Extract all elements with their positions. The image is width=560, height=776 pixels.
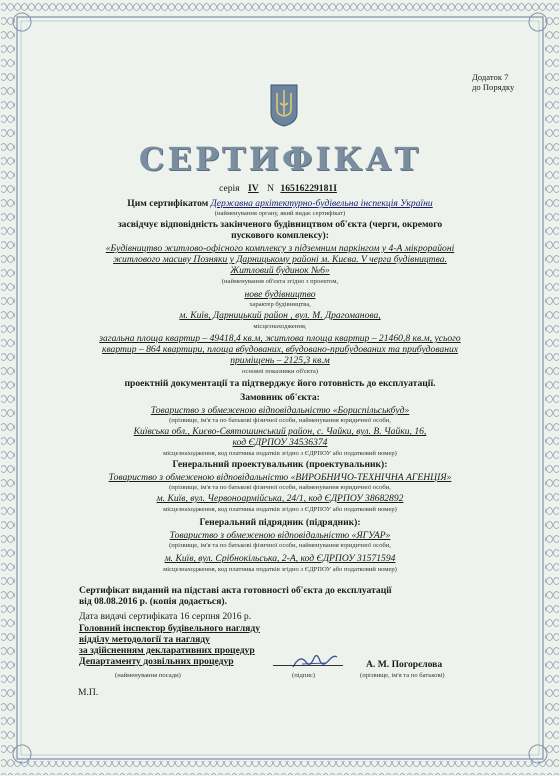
contractor-name: Товариство з обмеженою відповідальністю «ЯГУАР» <box>169 530 391 541</box>
indicators-caption: основні показники об'єкта) <box>241 368 319 375</box>
object-caption: (найменування об'єкта згідно з проектом, <box>221 278 339 285</box>
construction-type: нове будівництво <box>244 289 316 300</box>
location-caption: місцезнаходження, <box>253 323 307 330</box>
signer-caption: (прізвище, ім'я та по батькові) <box>360 672 445 679</box>
trident-coat-of-arms-icon <box>269 83 299 127</box>
series-number-line: серія IV N 16516229181I <box>0 183 560 194</box>
designer-address: м. Київ, вул. Червоноармійська, 24/1, код ЄДРПОУ 38682892 <box>156 493 404 504</box>
main-indicators: загальна площа квартир – 49418,4 кв.м, житлова площа квартир – 21460,8 кв.м, усього квартир – 864 квартири, площа вбудованих, вбудовано-прибудованих та прибудованих приміщень – 2125,3 кв.м <box>99 333 461 366</box>
series-value: IV <box>248 183 259 194</box>
object-name: «Будівництво житлово-офісного комплексу з підземним паркінгом у 4-А мікрорайоні житлового масиву Позняки у Дарницькому районі м. Києва. V черга будівництва. Житловий будинок №6» <box>105 243 455 276</box>
signer-name: А. М. Погорєлова <box>366 659 443 670</box>
basis-text: Сертифікат виданий на підставі акта готовності об'єкта до експлуатації від 08.08.2016 р. (копія додається). <box>79 585 392 607</box>
contractor-address: м. Київ, вул. Срібнокільська, 2-А, код ЄДРПОУ 31571594 <box>164 553 396 564</box>
stamp-place: М.П. <box>78 687 99 698</box>
handwritten-signature <box>290 650 340 672</box>
designer-name: Товариство з обмеженою відповідальністю «ВИРОБНИЧО-ТЕХНІЧНА АГЕНЦІЯ» <box>108 472 452 483</box>
customer-address: Київська обл., Києво-Святошинський район, с. Чайки, вул. В. Чайки, 16, код ЄДРПОУ 34536374 <box>133 426 427 448</box>
issuer-caption: (найменування органу, який видає сертифікат) <box>214 210 346 217</box>
contractor-caption-2: місцезнаходження, код платника податків згідно з ЄДРПОУ або податковий номер) <box>163 566 397 573</box>
annex-label: Додаток 7 до Порядку <box>472 72 515 92</box>
signature-caption: (підпис) <box>292 672 316 679</box>
position-caption: (найменування посади) <box>115 672 181 679</box>
contractor-heading: Генеральний підрядник (підрядник): <box>199 517 361 528</box>
signature-line <box>273 665 343 666</box>
issue-date: Дата видачі сертифіката 16 серпня 2016 р. <box>79 611 252 622</box>
customer-name: Товариство з обмеженою відповідальністю «Бориспільськбуд» <box>150 405 410 416</box>
object-location: м. Київ, Дарницький район , вул. М. Драгоманова, <box>179 310 381 321</box>
construction-caption: характер будівництва, <box>249 301 311 308</box>
customer-caption-1: (прізвище, ім'я та по батькові фізичної особи, найменування юридичної особи, <box>169 417 391 424</box>
contractor-caption-1: (прізвище, ім'я та по батькові фізичної особи, найменування юридичної особи, <box>169 542 391 549</box>
designer-heading: Генеральний проектувальник (проектувальник): <box>172 459 388 470</box>
issuer-name: Державна архітектурно-будівельна інспекція України <box>210 198 433 209</box>
conformity-statement: проектній документації та підтверджує його готовність до експлуатації. <box>124 378 436 389</box>
designer-caption-1: (прізвище, ім'я та по батькові фізичної особи, найменування юридичної особи, <box>169 484 391 491</box>
certificate-number: 16516229181I <box>280 183 337 194</box>
issuer-line: Цим сертифікатом Державна архітектурно-будівельна інспекція України <box>127 198 433 209</box>
certificate-title: СЕРТИФІКАТ <box>138 140 422 178</box>
customer-caption-2: місцезнаходження, код платника податків згідно з ЄДРПОУ або податковий номер) <box>163 450 397 457</box>
customer-heading: Замовник об'єкта: <box>240 392 320 403</box>
signatory-position: Головний інспектор будівельного нагляду відділу методології та нагляду за здійсненням декларативних процедур Департаменту дозвільних процедур <box>79 623 261 667</box>
designer-caption-2: місцезнаходження, код платника податків згідно з ЄДРПОУ або податковий номер) <box>163 506 397 513</box>
certifies-text: засвідчує відповідність закінченого будівництвом об'єкта (черги, окремого пускового комплексу): <box>117 219 443 241</box>
